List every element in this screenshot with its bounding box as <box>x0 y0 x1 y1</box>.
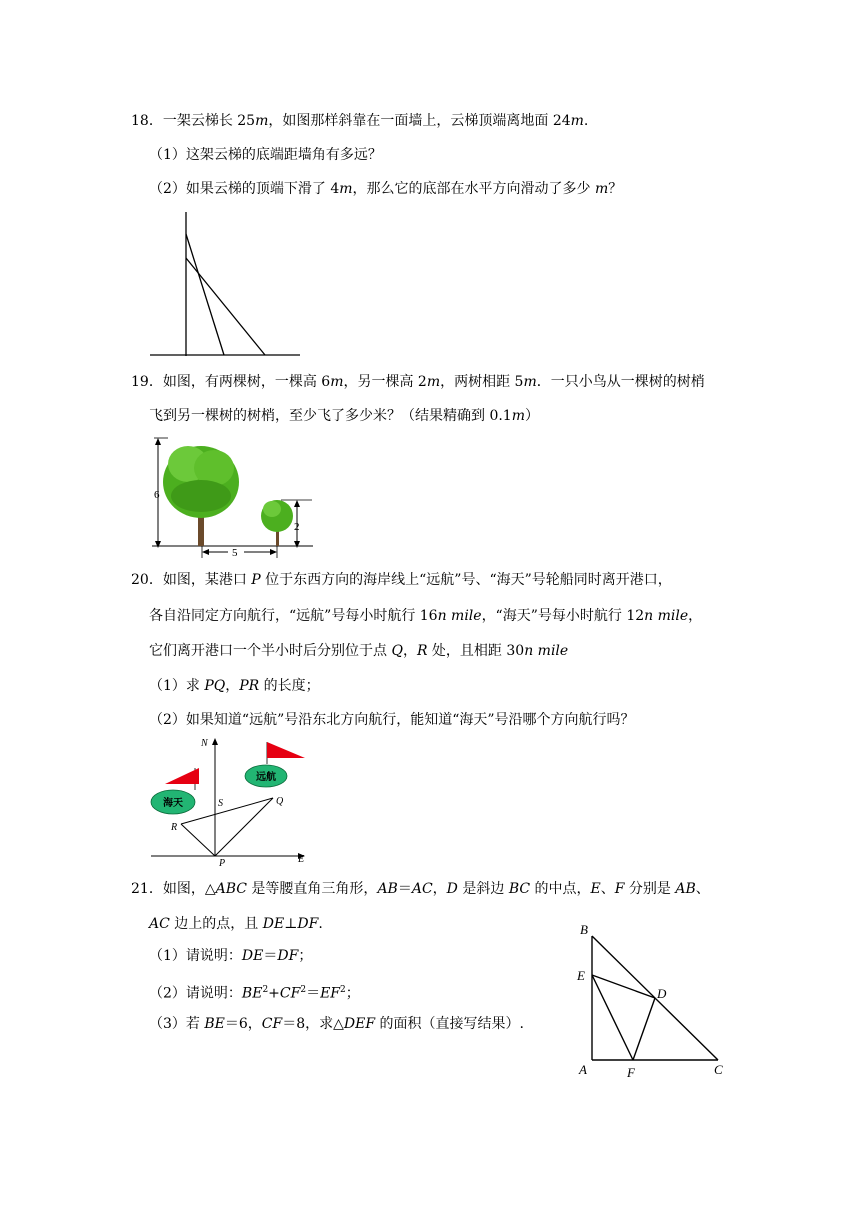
flag-icon <box>267 742 305 758</box>
q19-trees-figure <box>148 434 318 559</box>
point-b-label: B <box>580 922 588 937</box>
ladder-line-before <box>186 234 224 355</box>
q21-line2: AC 边上的点，且 DE⊥DF. <box>149 916 323 932</box>
arrow-head <box>155 541 161 548</box>
q19-line2: 飞到另一棵树的树梢，至少飞了多少米？（结果精确到 0.1m） <box>149 408 539 424</box>
arrow-head <box>294 541 300 548</box>
tall-tree-crown <box>163 446 239 518</box>
point-r-label: R <box>171 822 178 833</box>
ship-yuanhang <box>245 742 305 787</box>
arrow-head <box>155 438 161 445</box>
q18-part2: （2）如果云梯的顶端下滑了 4m，那么它的底部在水平方向滑动了多少 m？ <box>149 181 623 197</box>
distance-label: 5 <box>232 547 238 559</box>
q21-number: 21． <box>131 881 163 897</box>
arrow-head <box>212 738 218 745</box>
q21-triangle-figure <box>572 918 734 1082</box>
q21-part3: （3）若 BE＝6，CF＝8，求△DEF 的面积（直接写结果）. <box>149 1016 524 1032</box>
q18-part1: （1）这架云梯的底端距墙角有多远？ <box>149 147 382 163</box>
q18-ladder-figure <box>145 208 305 360</box>
short-tree-crown <box>261 500 293 532</box>
flag-icon <box>165 768 199 784</box>
q20-line2: 各自沿同定方向航行，“远航”号每小时航行 16n mile，“海天”号每小时航行 12n mile， <box>149 608 703 624</box>
point-f-label: F <box>627 1065 635 1080</box>
ship-haitian <box>151 768 199 814</box>
q20-number: 20． <box>131 572 163 588</box>
ladder-line-after <box>186 258 265 355</box>
point-q-label: Q <box>276 796 284 807</box>
ship-yuanhang-label: 远航 <box>256 772 276 783</box>
q20-part1: （1）求 PQ，PR 的长度； <box>149 678 320 694</box>
arrow-head <box>270 549 277 555</box>
q19-line1: 19．如图，有两棵树，一棵高 6m，另一棵高 2m，两树相距 5m．一只小鸟从一棵树的树梢 <box>131 374 705 390</box>
tall-height-label: 6 <box>154 489 160 501</box>
segment-pr <box>181 824 215 856</box>
q21-line1: 21．如图，△ABC 是等腰直角三角形，AB＝AC，D 是斜边 BC 的中点，E、F 分别是 AB、 <box>131 881 710 897</box>
point-d-label: D <box>657 986 667 1001</box>
q21-part2: （2）请说明：$BE^2+CF^2=EF^2$； <box>149 985 360 1002</box>
point-c-label: C <box>714 1062 723 1077</box>
q18-stem: 18．一架云梯长 25m，如图那样斜靠在一面墙上，云梯顶端离地面 24m. <box>131 113 589 129</box>
q20-harbor-figure <box>145 734 315 868</box>
north-label: N <box>201 738 208 749</box>
q20-part2: （2）如果知道“远航”号沿东北方向航行，能知道“海天”号沿哪个方向航行吗？ <box>149 712 635 728</box>
segment-df <box>633 998 655 1060</box>
q20-line3: 它们离开港口一个半小时后分别位于点 Q，R 处，且相距 30n mile <box>149 643 569 659</box>
q19-number: 19． <box>131 374 163 390</box>
point-s-label: S <box>218 798 223 809</box>
arrow-head <box>202 549 209 555</box>
q20-line1: 20．如图，某港口 P 位于东西方向的海岸线上“远航”号、“海天”号轮船同时离开港口， <box>131 572 672 588</box>
east-label: E <box>298 854 305 865</box>
q21-part1: （1）请说明：DE＝DF； <box>149 948 313 964</box>
point-a-label: A <box>579 1062 587 1077</box>
short-height-label: 2 <box>294 521 300 533</box>
arrow-head <box>294 500 300 507</box>
ship-haitian-label: 海天 <box>163 798 183 809</box>
point-p-label: P <box>219 858 226 869</box>
q18-number: 18． <box>131 113 163 129</box>
point-e-label: E <box>577 968 585 983</box>
